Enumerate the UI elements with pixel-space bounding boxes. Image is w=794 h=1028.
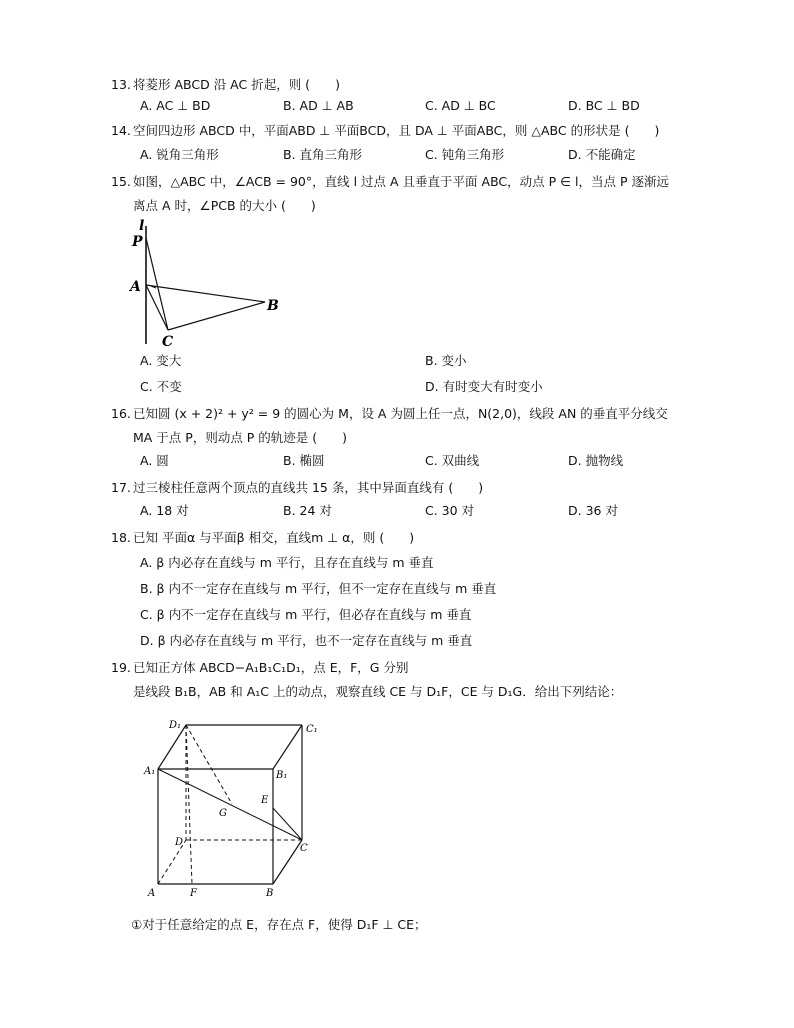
label-a: A: [130, 279, 141, 295]
label-e: E: [261, 795, 269, 806]
segment-pc: [146, 238, 168, 330]
option-c: C. 不变: [140, 379, 182, 394]
question-number: 17.: [111, 480, 131, 495]
option-b: B. 直角三角形: [283, 147, 363, 162]
question-number: 13.: [111, 77, 131, 92]
label-b1: B₁: [276, 770, 288, 781]
option-d: D. β 内必存在直线与 m 平行，也不一定存在直线与 m 垂直: [140, 633, 473, 648]
label-g: G: [219, 808, 227, 819]
triangle-figure: [125, 218, 285, 348]
label-c: C: [162, 334, 174, 348]
question-18: [111, 529, 414, 547]
option-d: D. 36 对: [568, 503, 618, 518]
question-number: 19.: [111, 660, 131, 675]
option-a: A. AC ⊥ BD: [140, 98, 211, 113]
question-text: 已知 平面α 与平面β 相交，直线m ⊥ α，则 ( ): [133, 530, 415, 545]
label-d: D: [175, 837, 184, 848]
question-text: 已知正方体 ABCD−A₁B₁C₁D₁，点 E，F，G 分别: [133, 660, 409, 675]
question-14: [111, 122, 659, 140]
option-b: B. 椭圆: [283, 453, 325, 468]
edge-b1c1: [273, 725, 302, 769]
label-b: B: [266, 888, 274, 899]
segment-cb: [168, 302, 265, 330]
question-13: [111, 76, 340, 94]
option-a: A. 锐角三角形: [140, 147, 219, 162]
option-c: C. AD ⊥ BC: [425, 98, 496, 113]
question-text-continued: 是线段 B₁B，AB 和 A₁C 上的动点，观察直线 CE 与 D₁F，CE 与 D₁G．给出下列结论：: [133, 684, 623, 699]
question-number: 15.: [111, 174, 131, 189]
option-b: B. 变小: [425, 353, 467, 368]
question-19: [111, 659, 408, 677]
option-a: A. β 内必存在直线与 m 平行，且存在直线与 m 垂直: [140, 555, 434, 570]
segment-d1f: [186, 725, 192, 884]
question-number: 18.: [111, 530, 131, 545]
question-number: 14.: [111, 123, 131, 138]
option-d: D. 不能确定: [568, 147, 636, 162]
edge-a1d1: [158, 725, 186, 769]
question-15: [111, 173, 669, 191]
question-17: [111, 479, 483, 497]
option-d: D. 抛物线: [568, 453, 624, 468]
label-d1: D₁: [169, 720, 182, 731]
option-b: B. 24 对: [283, 503, 332, 518]
segment-ab: [146, 285, 265, 302]
question-text: 空间四边形 ABCD 中，平面ABD ⊥ 平面BCD，且 DA ⊥ 平面ABC，则 △ABC 的形状是 ( ): [133, 123, 660, 138]
label-p: P: [132, 234, 143, 250]
segment-ec: [273, 808, 302, 840]
label-c: C: [300, 843, 308, 854]
segment-ac: [146, 285, 168, 330]
question-number: 16.: [111, 406, 131, 421]
conclusion-1: ①对于任意给定的点 E，存在点 F，使得 D₁F ⊥ CE；: [131, 917, 427, 932]
label-l: l: [139, 218, 145, 234]
option-a: A. 变大: [140, 353, 182, 368]
option-c: C. 钝角三角形: [425, 147, 505, 162]
option-b: B. β 内不一定存在直线与 m 平行，但不一定存在直线与 m 垂直: [140, 581, 497, 596]
option-a: A. 圆: [140, 453, 169, 468]
option-c: C. β 内不一定存在直线与 m 平行，但必存在直线与 m 垂直: [140, 607, 472, 622]
edge-bc: [273, 840, 302, 884]
label-c1: C₁: [306, 724, 318, 735]
question-text-continued: 离点 A 时，∠PCB 的大小 ( ): [133, 198, 316, 213]
option-b: B. AD ⊥ AB: [283, 98, 354, 113]
question-text: 如图，△ABC 中，∠ACB = 90°，直线 l 过点 A 且垂直于平面 ABC，动点 P ∈ l，当点 P 逐渐远: [133, 174, 669, 189]
label-a1: A₁: [144, 766, 156, 777]
question-16: [111, 405, 668, 423]
question-text: 过三棱柱任意两个顶点的直线共 15 条，其中异面直线有 ( ): [133, 480, 484, 495]
label-a: A: [148, 888, 156, 899]
segment-d1g: [186, 725, 232, 804]
option-a: A. 18 对: [140, 503, 189, 518]
question-text-continued: MA 于点 P，则动点 P 的轨迹是 ( ): [133, 430, 348, 445]
option-c: C. 30 对: [425, 503, 475, 518]
option-c: C. 双曲线: [425, 453, 480, 468]
option-d: D. 有时变大有时变小: [425, 379, 543, 394]
question-text: 已知圆 (x + 2)² + y² = 9 的圆心为 M，设 A 为圆上任一点，N(2,0)，线段 AN 的垂直平分线交: [133, 406, 668, 421]
option-d: D. BC ⊥ BD: [568, 98, 640, 113]
cube-figure: [140, 712, 330, 902]
label-b: B: [267, 298, 279, 314]
label-f: F: [190, 888, 197, 899]
question-text: 将菱形 ABCD 沿 AC 折起，则 ( ): [133, 77, 340, 92]
